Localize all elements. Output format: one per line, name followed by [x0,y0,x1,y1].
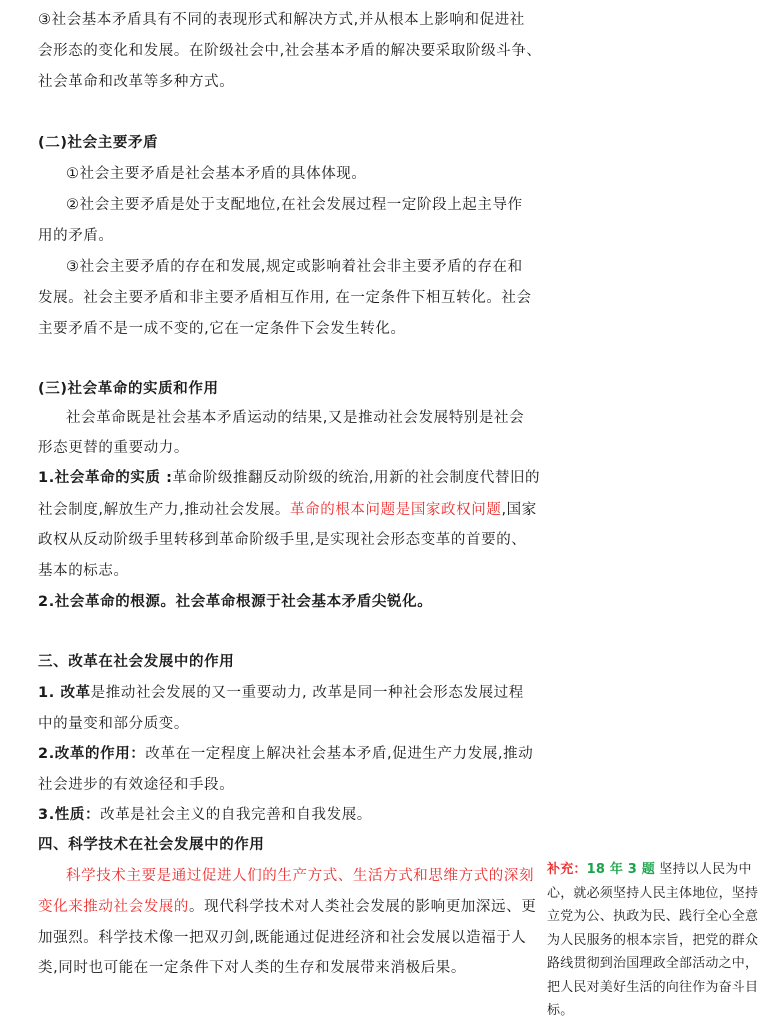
paragraph-line: 类,同时也可能在一定条件下对人类的生存和发展带来消极后果。 [38,960,467,976]
point-label: 2.改革的作用： [38,746,146,762]
paragraph-line [38,803,372,824]
paragraph-line: 中的量变和部分质变。 [38,716,189,732]
highlight-red-text: 科学技术主要是通过促进人们的生产方式、生活方式和思维方式的深刻 [66,868,535,884]
note-label-supplement: 补充： [547,862,587,877]
sidebar-note-line: 为人民服务的根本宗旨，把党的群众 [547,932,759,948]
paragraph-line: 加强烈。科学技术像一把双刃剑,既能通过促进经济和社会发展以造福于人 [38,930,527,946]
paragraph-line: 社会革命和改革等多种方式。 [38,74,235,90]
sidebar-note-line: 心，就必须坚持人民主体地位，坚持 [547,885,759,901]
section-heading-revolution: (三)社会革命的实质和作用 [38,381,219,397]
point-text: 。现代科学技术对人类社会发展的影响更加深远、更 [189,899,537,915]
sidebar-note [547,858,762,1023]
point-text: 社会制度,解放生产力,推动社会发展。 [38,502,291,518]
list-item-continued: 用的矛盾。 [38,228,114,244]
paragraph-line-bold: 2.社会革命的根源。社会革命根源于社会基本矛盾尖锐化。 [38,594,433,610]
highlight-red-text: 革命的根本问题是国家政权问题 [290,502,502,518]
paragraph-line: 会形态的变化和发展。在阶级社会中,社会基本矛盾的解决要采取阶级斗争、 [38,43,542,59]
paragraph-line: 基本的标志。 [38,563,129,579]
point-text: 改革是社会主义的自我完善和自我发展。 [100,807,372,823]
point-text: ,国家 [501,502,537,518]
list-item-continued: 发展。社会主要矛盾和非主要矛盾相互作用, 在一定条件下相互转化。社会 [38,290,532,306]
paragraph-line: 社会革命既是社会基本矛盾运动的结果,又是推动社会发展特别是社会 [66,410,525,426]
section-heading-science: 四、科学技术在社会发展中的作用 [38,837,265,853]
note-label-exam-ref: 18 年 3 题 [586,862,655,877]
paragraph-line [38,681,524,702]
paragraph-line [38,895,536,916]
note-text: 坚持以人民为中 [659,862,752,877]
list-item: ①社会主要矛盾是社会基本矛盾的具体体现。 [66,166,367,182]
list-item: ③社会主要矛盾的存在和发展,规定或影响着社会非主要矛盾的存在和 [66,259,523,275]
highlight-red-text: 变化来推动社会发展的 [38,899,189,915]
point-text: 改革在一定程度上解决社会基本矛盾,促进生产力发展,推动 [145,746,534,762]
section-heading-main-contradiction: (二)社会主要矛盾 [38,135,159,151]
list-item: ②社会主要矛盾是处于支配地位,在社会发展过程一定阶段上起主导作 [66,197,523,213]
point-label: 1.社会革命的实质 : [38,470,173,486]
point-text: 革命阶级推翻反动阶级的统治,用新的社会制度代替旧的 [172,470,541,486]
sidebar-note-line: 路线贯彻到治国理政全部活动之中， [547,956,759,971]
paragraph-line [38,498,537,519]
list-item-continued: 主要矛盾不是一成不变的,它在一定条件下会发生转化。 [38,321,406,337]
paragraph-line: 形态更替的重要动力。 [38,440,189,456]
paragraph-line: 社会进步的有效途径和手段。 [38,777,235,793]
point-label: 改革 [60,685,91,701]
point-text: 是推动社会发展的又一重要动力, 改革是同一种社会形态发展过程 [90,685,524,701]
point-number: 1. [38,685,61,701]
paragraph-line [38,742,533,763]
sidebar-note-line: 立党为公、执政为民、践行全心全意 [547,909,759,924]
sidebar-note-line: 把人民对美好生活的向往作为奋斗目 [547,979,759,995]
point-label: 3.性质： [38,807,101,823]
paragraph-line [38,466,540,487]
section-heading-reform: 三、改革在社会发展中的作用 [38,654,235,670]
sidebar-note-line [547,858,762,882]
paragraph-line: 政权从反动阶级手里转移到革命阶级手里,是实现社会形态变革的首要的、 [38,532,527,548]
sidebar-note-line: 标。 [547,1003,574,1018]
paragraph-line: ③社会基本矛盾具有不同的表现形式和解决方式,并从根本上影响和促进社 [38,12,525,28]
